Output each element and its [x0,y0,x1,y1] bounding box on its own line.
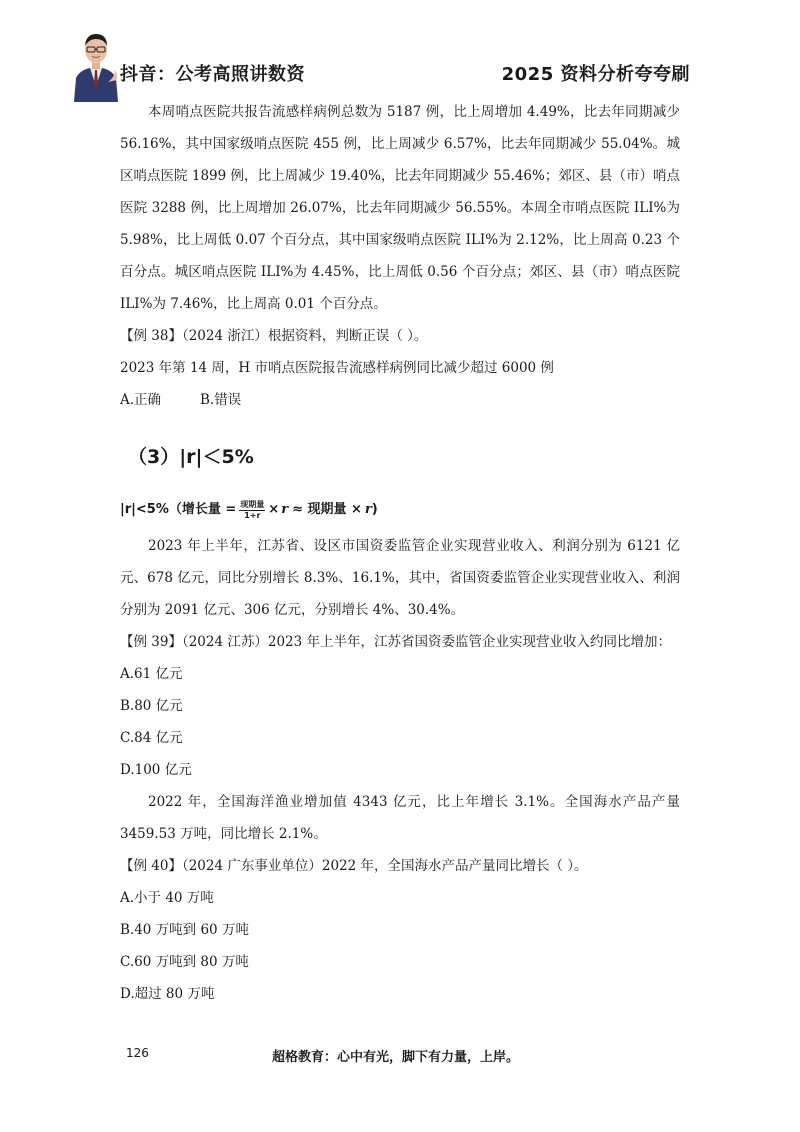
example-38-option-a: A.正确 [120,392,162,408]
section-3-title: （3）|r|＜5% [128,446,254,468]
growth-formula [120,496,680,524]
example-38-question: 2023 年第 14 周，H 市哨点医院报告流感样病例同比减少超过 6000 例 [120,360,554,376]
example-40-option-b: B.40 万吨到 60 万吨 [120,922,249,938]
material-passage-1: 本周哨点医院共报告流感样病例总数为 5187 例，比上周增加 4.49%，比去年同期减少 56.16%，其中国家级哨点医院 455 例，比上周减少 6.57%，比去年同期减少 55.04%。城区哨点医院 1899 例，比上周减少 19.40%，比去年同期减少 55.46%；郊区、县（市）哨点医院 3288 例，比上周增加 26.07%，比去年同期减少 56.55%。本周全市哨点医院 ILI%为 5.98%，比上周低 0.07 个百分点，其中国家级哨点医院 ILI%为 2.12%，比上周高 0.23 个百分点。城区哨点医院 ILI%为 4.45%，比上周低 0.56 个百分点；郊区、县（市）哨点医院 ILI%为 7.46%，比上周高 0.01 个百分点。 [120,104,680,312]
example-38-title: 【例 38】（2024 浙江）根据资料，判断正误（ ）。 [120,328,428,344]
fraction-denominator: 1+r [244,510,261,520]
header-right-title: 2025 资料分析夸夸刷 [501,64,690,85]
formula-approx: ≈ 现期量 × [292,502,362,517]
material-passage-3: 2022 年，全国海洋渔业增加值 4343 亿元，比上年增长 3.1%。全国海水产品产量 3459.53 万吨，同比增长 2.1%。 [120,794,680,842]
formula-fraction [239,500,265,521]
material-passage-2: 2023 年上半年，江苏省、设区市国资委监管企业实现营业收入、利润分别为 6121 亿元、678 亿元，同比分别增长 8.3%、16.1%，其中，省国资委监管企业实现营业收入、利润分别为 2091 亿元、306 亿元，分别增长 4%、30.4%。 [120,538,680,618]
example-38-options [120,384,680,416]
formula-close: ) [371,502,378,517]
example-39-title: 【例 39】（2024 江苏）2023 年上半年，江苏省国资委监管企业实现营业收入约同比增加： [120,634,672,650]
formula-r-1: r [281,502,289,517]
presenter-avatar [68,26,124,102]
example-39-option-b: B.80 亿元 [120,698,183,714]
example-39-option-a: A.61 亿元 [120,666,183,682]
formula-r-2: r [364,502,372,517]
page-content [120,96,680,1010]
header-left-title: 抖音：公考高照讲数资 [120,64,305,85]
footer-slogan: 超格教育：心中有光，脚下有力量，上岸。 [272,1050,520,1065]
page-header [0,0,800,100]
page-number: 126 [126,1046,149,1060]
fraction-numerator: 现期量 [240,499,265,509]
formula-prefix: |r|<5%（增长量 = [120,502,237,517]
example-40-option-d: D.超过 80 万吨 [120,986,215,1002]
example-40-option-a: A.小于 40 万吨 [120,890,214,906]
example-40-option-c: C.60 万吨到 80 万吨 [120,954,249,970]
formula-times: × [268,502,280,517]
example-38-option-b: B.错误 [200,392,242,408]
example-39-option-c: C.84 亿元 [120,730,183,746]
example-39-option-d: D.100 亿元 [120,762,192,778]
example-40-title: 【例 40】（2024 广东事业单位）2022 年，全国海水产品产量同比增长（ ）。 [120,858,588,874]
